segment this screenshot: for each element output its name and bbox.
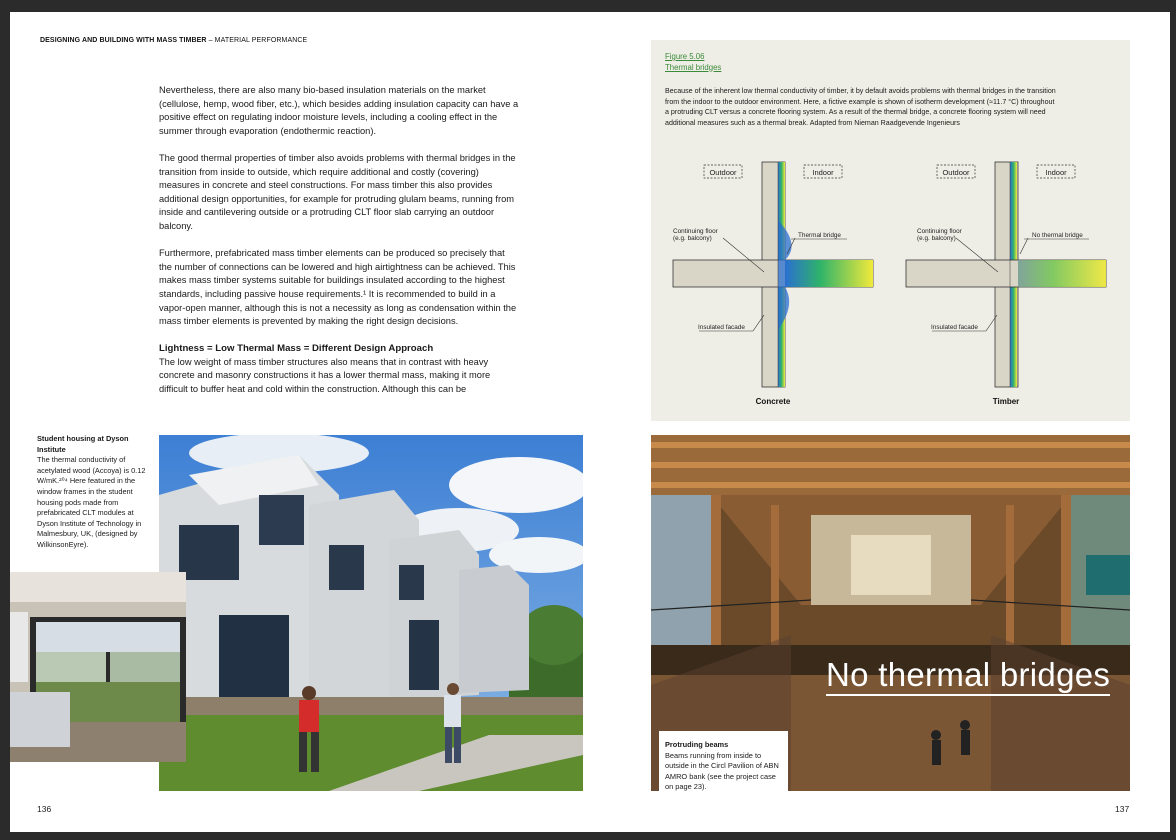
paragraph-3: Furthermore, prefabricated mass timber elements can be produced so precisely that the number of connections can be lowered and high airtightness can be achieved. This makes mass timber systems suitable for buildings insulated according to the highest standards, including passive house requirements.¹ It is recommended to build in a vapor-open manner, although this is not a necessity as long as condensation within the mass timber elements is prevented by making the right design decisions.	[159, 248, 517, 327]
page-number-right: 137	[1115, 804, 1130, 814]
timber-balcony-note: (e.g. balcony)	[917, 235, 956, 242]
timber-insulated-facade-label: Insulated facade	[931, 324, 978, 331]
header-title: DESIGNING AND BUILDING WITH MASS TIMBER	[40, 37, 207, 44]
figure-label	[665, 52, 721, 73]
concrete-indoor-label: Indoor	[812, 168, 834, 177]
concrete-insulated-facade-label: Insulated facade	[698, 324, 745, 331]
concrete-balcony-note: (e.g. balcony)	[673, 235, 712, 242]
timber-diagram	[906, 162, 1106, 387]
caption-beams-text: Beams running from inside to outside in the Circl Pavilion of ABN AMRO bank (see the project case on page 23).	[665, 750, 779, 792]
paragraph-2: The good thermal properties of timber also avoids problems with thermal bridges in the transition from inside to outside, which require additional and costly (covering) measures in concrete and steel constructions. For mass timber this also provides additional design opportunities, for example for protruding glulam beams, running from inside and cantilevering outside or a protruding CLT floor slab carrying an outdoor balcony.	[159, 152, 516, 231]
caption-dyson	[37, 434, 149, 551]
running-header	[40, 37, 307, 44]
figure-panel	[651, 40, 1130, 421]
caption-protruding-beams	[665, 740, 783, 793]
concrete-title: Concrete	[755, 397, 791, 406]
caption-dyson-title: Student housing at Dyson Institute	[37, 434, 129, 454]
timber-indoor-label: Indoor	[1045, 168, 1067, 177]
interior-illustration	[10, 572, 186, 762]
concrete-continuing-floor-label: Continuing floor	[673, 228, 718, 235]
header-section: – MATERIAL PERFORMANCE	[206, 37, 308, 44]
photo-student-housing	[159, 435, 583, 791]
concrete-outdoor-label: Outdoor	[709, 168, 737, 177]
timber-title: Timber	[992, 397, 1020, 406]
thermal-bridge-diagram	[651, 150, 1130, 415]
no-thermal-bridge-label: No thermal bridge	[1032, 232, 1083, 239]
photo-interior-inset	[10, 572, 186, 762]
subheading: Lightness = Low Thermal Mass = Different Design Approach	[159, 343, 434, 355]
caption-beams-title: Protruding beams	[665, 740, 729, 749]
timber-outdoor-label: Outdoor	[942, 168, 970, 177]
page-number-left: 136	[37, 804, 52, 814]
figure-title: Thermal bridges	[665, 62, 722, 72]
paragraph-4: The low weight of mass timber structures also means that in contrast with heavy concrete and masonry constructions it has a lower thermal mass, making it more difficult to buffer heat and cold within the construction. Although this can be	[159, 356, 491, 395]
timber-continuing-floor-label: Continuing floor	[917, 228, 962, 235]
student-housing-illustration	[159, 435, 583, 791]
figure-number: Figure 5.06	[665, 52, 705, 61]
paragraph-1: Nevertheless, there are also many bio-based insulation materials on the market (cellulose, hemp, wood fiber, etc.), which besides adding insulation capacity can have a positive effect on regulating indoor moisture levels, including a cooling effect in the summer through evaporation (endothermic reaction).	[159, 85, 519, 136]
figure-description: Because of the inherent low thermal conductivity of timber, it by default avoids problems with thermal bridges in the transition from the indoor to the outdoor environment. Here, a fictive example is shown of isotherm development (≈11.7 °C) throughout a protruding CLT versus a concrete flooring system. As a result of the thermal bridge, a concrete flooring system will need additional measures such as a thermal break. Adapted from Nieman Raadgevende Ingenieurs	[665, 87, 1056, 127]
overlay-title: No thermal bridges	[826, 656, 1110, 696]
body-text-column	[159, 84, 519, 410]
thermal-bridge-label: Thermal bridge	[798, 232, 841, 239]
concrete-diagram	[673, 162, 873, 387]
caption-dyson-text: The thermal conductivity of acetylated wood (Accoya) is 0.12 W/mK.²⁰⁴ Here featured in the window frames in the student housing pods made from prefabricated CLT modules at Dyson Institute of Technology in Malmesbury, UK, (designed by WilkinsonEyre).	[37, 455, 146, 549]
